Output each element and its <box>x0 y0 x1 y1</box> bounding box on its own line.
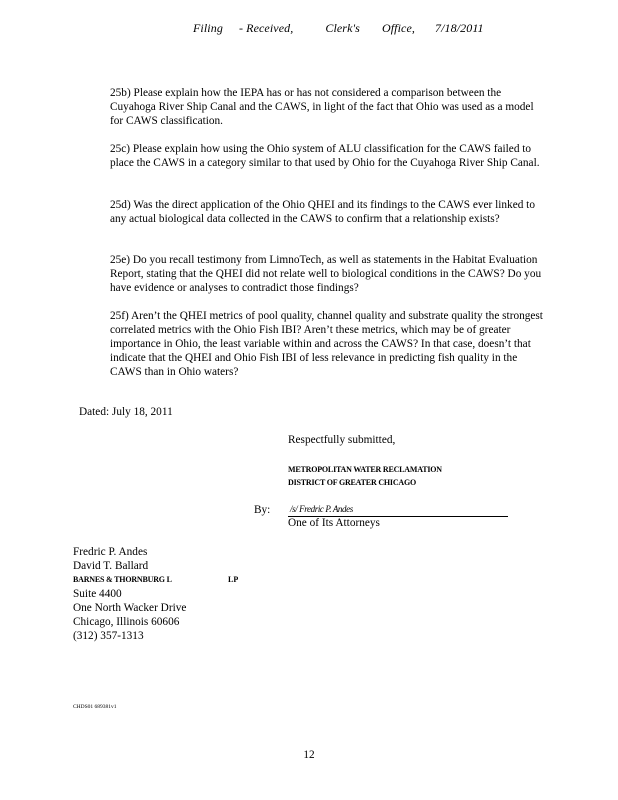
dated-line: Dated: July 18, 2011 <box>79 406 173 418</box>
firm-name: BARNES & THORNBURG L <box>73 575 172 584</box>
by-label: By: <box>254 504 271 516</box>
phone-number: (312) 357-1313 <box>73 630 144 642</box>
attorney-name-1: Fredric P. Andes <box>73 546 148 558</box>
header-clerks: Clerk's <box>325 21 360 35</box>
question-25e: 25e) Do you recall testimony from LimnoTech, as well as statements in the Habitat Evaluation Report, stating that the QHEI did not relate well to biological conditions in the CAWS? Do you have evidence or analyses to contradict those findings? <box>110 254 542 294</box>
org-name-line1: METROPOLITAN WATER RECLAMATION <box>288 465 442 474</box>
document-id: CHDS01 689381v1 <box>73 704 117 710</box>
question-25f: 25f) Aren’t the QHEI metrics of pool quality, channel quality and substrate quality the strongest correlated metrics with the Ohio Fish IBI? Aren’t these metrics, which may be of greater importance in Ohio, the least variable within and across the CAWS? In that case, doesn’t that indicate that the QHEI and Ohio Fish IBI of less relevance in predicting fish quality in the CAWS than in Ohio waters? <box>110 310 543 378</box>
address-street: One North Wacker Drive <box>73 602 187 614</box>
filing-header <box>193 21 484 36</box>
address-city: Chicago, Illinois 60606 <box>73 616 180 628</box>
attorney-name-2: David T. Ballard <box>73 560 149 572</box>
header-received: - Received, <box>238 21 294 35</box>
header-date: 7/18/2011 <box>434 21 484 35</box>
question-25d: 25d) Was the direct application of the Ohio QHEI and its findings to the CAWS ever linked to any actual biological data collected in the CAWS to confirm that a relationship exists? <box>110 199 535 225</box>
org-name-line2: DISTRICT OF GREATER CHICAGO <box>288 478 417 487</box>
header-filing: Filing <box>193 21 223 35</box>
question-25c: 25c) Please explain how using the Ohio system of ALU classification for the CAWS failed to place the CAWS in a category similar to that used by Ohio for the Cuyahoga River Ship Canal. <box>110 143 540 169</box>
respectfully-submitted: Respectfully submitted, <box>288 434 396 446</box>
attorneys-label: One of Its Attorneys <box>288 517 380 529</box>
question-25b: 25b) Please explain how the IEPA has or has not considered a comparison between the Cuyahoga River Ship Canal and the CAWS, in light of the fact that Ohio was used as a model for CAWS classification. <box>110 87 534 127</box>
header-office: Office, <box>381 21 415 35</box>
firm-suffix: LP <box>228 575 239 584</box>
address-suite: Suite 4400 <box>73 588 122 600</box>
signature: /s/ Fredric P. Andes <box>290 504 353 514</box>
page-number: 12 <box>303 749 315 761</box>
